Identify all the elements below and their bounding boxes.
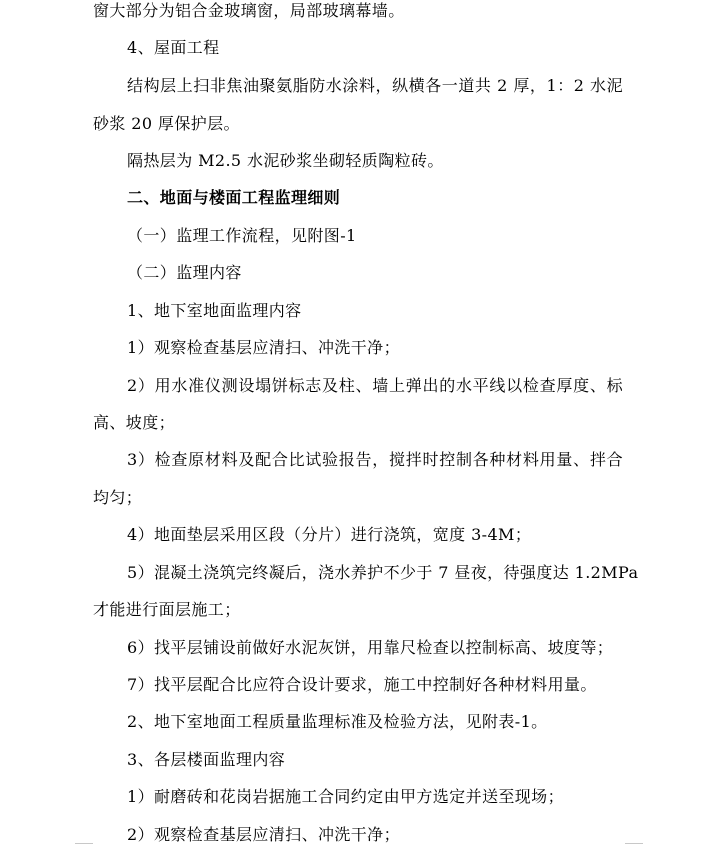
list-item-1: 1）观察检查基层应清扫、冲洗干净； xyxy=(127,338,400,357)
text-line-1: 窗大部分为铝合金玻璃窗，局部玻璃幕墙。 xyxy=(93,1,405,20)
list-item-5: 5）混凝土浇筑完终凝后，浇水养护不少于 7 昼夜，待强度达 1.2MPa xyxy=(127,563,639,582)
item-floor-content: 3、各层楼面监理内容 xyxy=(127,750,286,769)
text-line-3: 结构层上扫非焦油聚氨脂防水涂料，纵横各一道共 2 厚，1：2 水泥 xyxy=(127,76,623,95)
section-4-roof: 4、屋面工程 xyxy=(127,38,220,57)
list-item-6: 6）找平层铺设前做好水泥灰饼，用靠尺检查以控制标高、坡度等； xyxy=(127,638,614,657)
item-basement-floor: 1、地下室地面监理内容 xyxy=(127,301,302,320)
item-quality-standard: 2、地下室地面工程质量监理标准及检验方法，见附表-1。 xyxy=(127,712,548,731)
list-item-2: 2）用水准仪测设塌饼标志及柱、墙上弹出的水平线以检查厚度、标 xyxy=(127,376,623,395)
crop-mark-right xyxy=(625,843,643,844)
floor-list-item-2: 2）观察检查基层应清扫、冲洗干净； xyxy=(127,825,400,844)
list-item-4: 4）地面垫层采用区段（分片）进行浇筑，宽度 3-4M； xyxy=(127,525,532,544)
subheading-workflow: （一）监理工作流程，见附图-1 xyxy=(127,226,357,245)
crop-mark-left xyxy=(75,843,93,844)
list-item-7: 7）找平层配合比应符合设计要求，施工中控制好各种材料用量。 xyxy=(127,675,597,694)
list-item-5-cont: 才能进行面层施工； xyxy=(93,600,241,619)
text-line-4: 砂浆 20 厚保护层。 xyxy=(93,114,240,133)
floor-list-item-1: 1）耐磨砖和花岗岩据施工合同约定由甲方选定并送至现场； xyxy=(127,787,564,806)
subheading-content: （二）监理内容 xyxy=(127,263,242,282)
list-item-3: 3）检查原材料及配合比试验报告，搅拌时控制各种材料用量、拌合 xyxy=(127,450,623,469)
text-line-5: 隔热层为 M2.5 水泥砂浆坐砌轻质陶粒砖。 xyxy=(127,151,444,170)
heading-floor-works: 二、地面与楼面工程监理细则 xyxy=(127,188,341,207)
list-item-2-cont: 高、坡度； xyxy=(93,413,176,432)
list-item-3-cont: 均匀； xyxy=(93,488,143,507)
